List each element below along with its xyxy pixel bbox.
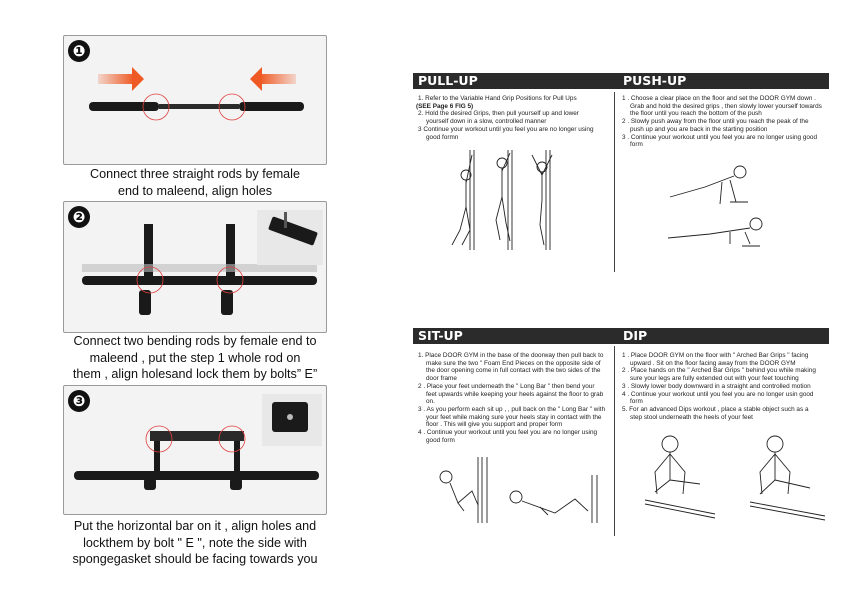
step2-illustration bbox=[64, 202, 326, 332]
step2-caption-text: Connect two bending rods by female end to maleend , put the step 1 whole rod on them , align holesand lock them by bolts” E” bbox=[72, 334, 318, 381]
step1-panel bbox=[63, 35, 327, 165]
pushup-steps bbox=[622, 95, 822, 149]
dip-step: 4 . Continue your workout until you feel you are no longer usin good form bbox=[622, 390, 814, 406]
dip-step: 5. For an advanced Dips workout , place a stable object such as a step stool underneath the heels of your feet bbox=[622, 405, 809, 421]
situp-step: 3 . As you perform each sit up , , pull back on the " Long Bar " with your feet while making sure your heels stay in contact with the floor . This will give you support and proper form bbox=[418, 405, 606, 429]
section-header-bottom bbox=[413, 328, 829, 344]
section-header-top bbox=[413, 73, 829, 89]
pushup-step: 3 . Continue your workout until you feel you are no longer using good form bbox=[622, 133, 818, 149]
dip-illustration bbox=[625, 432, 830, 527]
step3-panel bbox=[63, 385, 327, 515]
pullup-step: 3 Continue your workout until you feel you are no longer using good formn bbox=[418, 125, 594, 141]
dip-steps bbox=[622, 352, 822, 421]
step3-illustration bbox=[64, 386, 326, 514]
pushup-illustration bbox=[660, 162, 780, 257]
pullup-step: 2. Hold the desired Grips, then pull yourself up and lower yourself down in a slow, controlled manner bbox=[418, 110, 579, 126]
dip-step: 1 . Place DOOR GYM on the floor with " Arched Bar Grips " facing upward . Sit on the floor facing away from the DOOR GYM bbox=[622, 352, 809, 367]
step1-caption-text: Connect three straight rods by female end to maleend, align holes bbox=[89, 167, 300, 198]
pushup-step: 1 . Choose a clear place on the floor and set the DOOR GYM down . Grab and hold the desired grips , then slowly lower yourself towards the floor until you reach the bottom of the push bbox=[622, 95, 822, 118]
pushup-step: 2 . Slowly push away from the floor until you reach the peak of the push up and you are back in the starting position bbox=[622, 118, 809, 133]
step2-panel bbox=[63, 201, 327, 333]
situp-step: 2 . Place your feet underneath the " Long Bar " then bend your feet upwards while keeping your heels against the floor to grab on. bbox=[418, 382, 604, 406]
pullup-illustration bbox=[440, 145, 580, 255]
step1-caption bbox=[55, 166, 335, 199]
pullup-step: 1. Refer to the Variable Hand Grip Positions for Pull Ups bbox=[418, 95, 577, 102]
step1-illustration bbox=[64, 36, 326, 164]
column-divider bbox=[614, 92, 615, 272]
situp-illustration bbox=[430, 455, 610, 525]
step2-caption bbox=[55, 333, 335, 383]
right-arrow-icon bbox=[98, 67, 144, 91]
dip-step: 2 . Place hands on the " Arched Bar Grips " behind you while making sure your legs are fully extended out with your feet touching bbox=[622, 367, 816, 383]
dip-title: DIP bbox=[623, 328, 648, 343]
bolt-detail-inset bbox=[262, 394, 322, 446]
column-divider bbox=[614, 346, 615, 536]
step3-caption bbox=[55, 518, 335, 568]
pullup-title: PULL-UP bbox=[418, 73, 478, 88]
situp-steps bbox=[418, 352, 606, 444]
situp-step: 4 . Continue your workout until you feel you are no longer using good form bbox=[418, 429, 598, 444]
step-number: ❷ bbox=[68, 206, 90, 228]
long-rod bbox=[74, 471, 319, 480]
step-number: ❶ bbox=[68, 40, 90, 62]
step-number: ❸ bbox=[68, 390, 90, 412]
pullup-note: (SEE Page 6 FIG 5) bbox=[416, 102, 474, 110]
left-arrow-icon bbox=[250, 67, 296, 91]
rod-ghost bbox=[82, 264, 317, 272]
bolt-detail-inset bbox=[257, 210, 323, 265]
long-rod bbox=[82, 276, 317, 285]
pullup-steps bbox=[418, 95, 603, 141]
step3-caption-text: Put the horizontal bar on it , align holes and lockthem by bolt " E ", note the side with spongegasket should be facing towards you bbox=[72, 519, 318, 566]
straight-rods bbox=[89, 102, 304, 111]
pushup-title: PUSH-UP bbox=[623, 73, 687, 88]
dip-step: 3 . Slowly lower body downward in a straight and controlled motion bbox=[622, 382, 811, 390]
situp-title: SIT-UP bbox=[418, 328, 463, 343]
situp-step: 1. Place DOOR GYM in the base of the doorway then pull back to make sure the two " Foam End Pieces on the opposite side of the door opening come in full contact with the two sides of the door frame bbox=[418, 352, 604, 383]
